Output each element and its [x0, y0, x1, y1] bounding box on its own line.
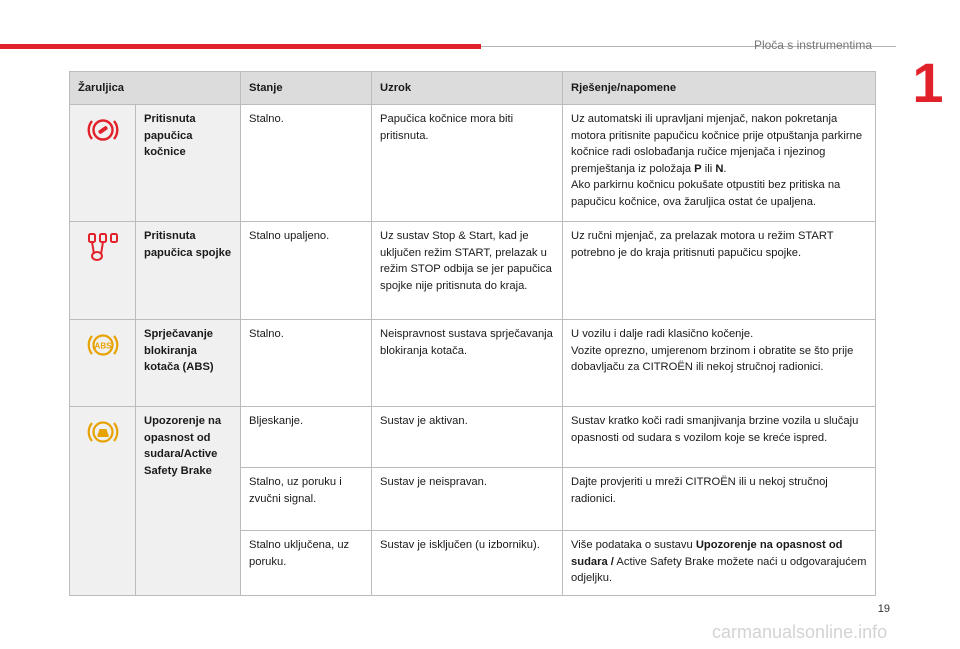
column-header-stanje: Stanje [241, 72, 372, 105]
warning-name: Pritisnuta papučica spojke [136, 222, 241, 320]
cell-uzrok: Papučica kočnice mora biti pritisnuta. [372, 105, 563, 222]
cell-rjesenje: Uz automatski ili upravljani mjenjač, nakon pokretanja motora pritisnite papučicu kočnice prije otpuštanja parkirne kočnice radi oslobađanja ručice mjenjača i njezinog premještanja iz položaja P ili N. Ako parkirnu kočnicu pokušate otpustiti bez pritiska na papučicu kočnice, ova žaruljica ostat će upaljena. [563, 105, 876, 222]
table-row [70, 320, 876, 407]
collision-warning-icon [86, 417, 120, 447]
cell-stanje: Stalno. [241, 320, 372, 407]
abs-icon [86, 330, 120, 360]
clutch-pedal-icon [86, 232, 120, 262]
cell-stanje: Stalno, uz poruku i zvučni signal. [241, 468, 372, 531]
cell-stanje: Stalno uključena, uz poruku. [241, 531, 372, 596]
page-number: 19 [877, 603, 890, 615]
table-row [70, 222, 876, 320]
header-red-bar [0, 44, 481, 49]
cell-uzrok: Sustav je aktivan. [372, 407, 563, 468]
table-row [70, 407, 876, 468]
table-row [70, 105, 876, 222]
cell-stanje: Bljeskanje. [241, 407, 372, 468]
column-header-uzrok: Uzrok [372, 72, 563, 105]
brake-pedal-icon [86, 115, 120, 145]
warning-name: Upozorenje na opasnost od sudara/Active Safety Brake [136, 407, 241, 596]
column-header-rjesenje: Rješenje/napomene [563, 72, 876, 105]
chapter-number: 1 [912, 51, 944, 114]
cell-rjesenje: Više podataka o sustavu Upozorenje na opasnost od sudara / Active Safety Brake možete naći u odgovarajućem odjeljku. [563, 531, 876, 596]
column-header-zaruljica: Žaruljica [70, 72, 241, 105]
cell-rjesenje: Dajte provjeriti u mreži CITROËN ili u nekoj stručnoj radionici. [563, 468, 876, 531]
svg-text:ABS: ABS [94, 341, 111, 351]
cell-stanje: Stalno. [241, 105, 372, 222]
warning-name: Sprječavanje blokiranja kotača (ABS) [136, 320, 241, 407]
cell-uzrok: Uz sustav Stop & Start, kad je uključen režim START, prelazak u režim STOP odbija se jer papučica spojke nije pritisnuta do kraja. [372, 222, 563, 320]
cell-rjesenje: Uz ručni mjenjač, za prelazak motora u režim START potrebno je do kraja pritisnuti papučicu spojke. [563, 222, 876, 320]
cell-rjesenje: Sustav kratko koči radi smanjivanja brzine vozila u slučaju opasnosti od sudara s vozilom koje se kreće ispred. [563, 407, 876, 468]
cell-uzrok: Neispravnost sustava sprječavanja blokiranja kotača. [372, 320, 563, 407]
table-header-row [70, 72, 876, 105]
watermark: carmanualsonline.info [712, 622, 888, 642]
cell-uzrok: Sustav je neispravan. [372, 468, 563, 531]
warning-name: Pritisnuta papučica kočnice [136, 105, 241, 222]
cell-rjesenje: U vozilu i dalje radi klasično kočenje. Vozite oprezno, umjerenom brzinom i obratite se što prije dobavljaču za CITROËN ili nekoj stručnoj radionici. [563, 320, 876, 407]
cell-uzrok: Sustav je isključen (u izborniku). [372, 531, 563, 596]
section-title: Ploča s instrumentima [753, 38, 872, 52]
warning-lights-table [69, 71, 876, 596]
cell-stanje: Stalno upaljeno. [241, 222, 372, 320]
